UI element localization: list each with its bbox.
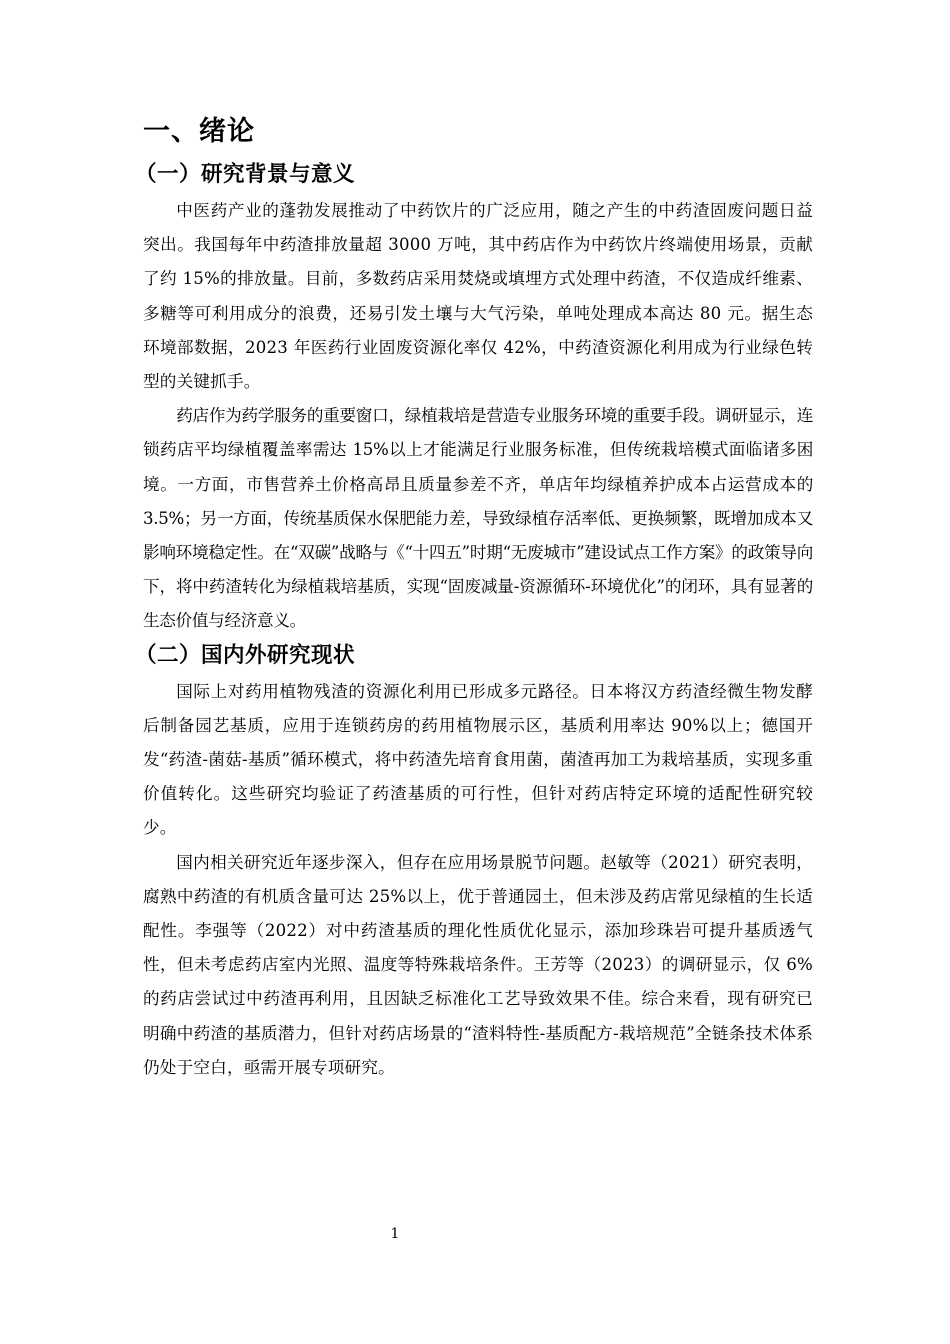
section-heading-research-status: （二）国内外研究现状 bbox=[135, 642, 356, 668]
page-number: 1 bbox=[390, 1226, 400, 1242]
paragraph-research-international: 国际上对药用植物残渣的资源化利用已形成多元路径。日本将汉方药渣经微生物发酵后制备园艺基质，应用于连锁药房的药用植物展示区，基质利用率达 90%以上；德国开发“药渣-菌菇-基质”循环模式，将中药渣先培育食用菌，菌渣再加工为栽培基质，实现多重价值转化。这些研究均验证了药渣基质的可行性，但针对药店特定环境的适配性研究较少。 bbox=[143, 681, 813, 838]
chapter-heading: 一、绪论 bbox=[143, 116, 255, 147]
paragraph-background-2: 药店作为药学服务的重要窗口，绿植栽培是营造专业服务环境的重要手段。调研显示，连锁药店平均绿植覆盖率需达 15%以上才能满足行业服务标准，但传统栽培模式面临诸多困境。一方面，市售营养土价格高昂且质量参差不齐，单店年均绿植养护成本占运营成本的 3.5%；另一方面，传统基质保水保肥能力差，导致绿植存活率低、更换频繁，既增加成本又影响环境稳定性。在“双碳”战略与《“十四五”时期“无废城市”建设试点工作方案》的政策导向下，将中药渣转化为绿植栽培基质，实现“固废减量-资源循环-环境优化”的闭环，具有显著的生态价值与经济意义。 bbox=[143, 406, 813, 631]
page-body bbox=[135, 112, 813, 1085]
paragraph-background-1: 中医药产业的蓬勃发展推动了中药饮片的广泛应用，随之产生的中药渣固废问题日益突出。我国每年中药渣排放量超 3000 万吨，其中药店作为中药饮片终端使用场景，贡献了约 15%的排放量。目前，多数药店采用焚烧或填埋方式处理中药渣，不仅造成纤维素、多糖等可利用成分的浪费，还易引发土壤与大气污染，单吨处理成本高达 80 元。据生态环境部数据，2023 年医药行业固废资源化率仅 42%，中药渣资源化利用成为行业绿色转型的关键抓手。 bbox=[143, 201, 813, 392]
section-heading-background: （一）研究背景与意义 bbox=[135, 162, 356, 187]
paragraph-research-domestic: 国内相关研究近年逐步深入，但存在应用场景脱节问题。赵敏等（2021）研究表明，腐熟中药渣的有机质含量可达 25%以上，优于普通园土，但未涉及药店常见绿植的生长适配性。李强等（2022）对中药渣基质的理化性质优化显示，添加珍珠岩可提升基质透气性，但未考虑药店室内光照、温度等特殊栽培条件。王芳等（2023）的调研显示，仅 6%的药店尝试过中药渣再利用，且因缺乏标准化工艺导致效果不佳。综合来看，现有研究已明确中药渣的基质潜力，但针对药店场景的“渣料特性-基质配方-栽培规范”全链条技术体系仍处于空白，亟需开展专项研究。 bbox=[143, 852, 813, 1077]
